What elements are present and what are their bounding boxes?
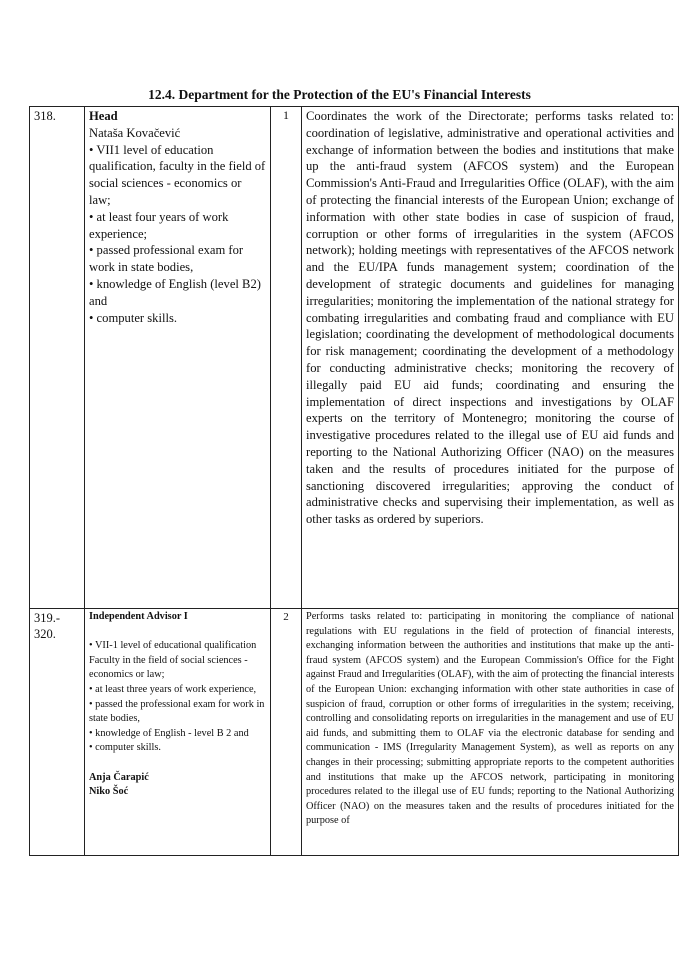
position-title: Head — [89, 109, 118, 123]
requirement-item: • computer skills. — [89, 742, 161, 754]
requirement-item: • at least three years of work experience, — [89, 683, 257, 695]
requirement-item: • knowledge of English - level B 2 and — [89, 727, 249, 739]
section-title: 12.4. Department for the Protection of the EU's Financial Interests — [148, 87, 531, 102]
position-count: 2 — [271, 609, 302, 856]
spacer — [89, 625, 266, 640]
requirement-item: • at least four years of work experience; — [89, 209, 229, 241]
duties-text: Performs tasks related to: participating in monitoring the compliance of national regulations with EU regulations in the field of protection of financial interests, exchanging information between the authorities and institutions that make up the anti-fraud system (AFCOS system) and the European Commission's Office for the Fight against Fraud and Irregularities (OLAF), with the aim of protecting the financial interests of the European Union: exchanging information with other state authorities in case of suspicion of fraud, corruption or other forms of irregularities in the system; receiving, controlling and consolidating reports on irregularities in the management and use of EU aid funds, and submitting them to OLAF via the electronic database for sending and communication - IMS (Irregularity Management System), as well as reports on any changes in their processing; submitting appropriate reports to the competent authorities and institutions that make up the AFCOS network, participating in monitoring procedures related to the illegal use of EU funds; reporting to the National Authorizing Officer (NAO) on the measures taken and the results of procedures initiated for the purpose of — [302, 609, 679, 856]
table-row — [30, 609, 679, 856]
positions-table — [29, 106, 679, 856]
position-cell — [85, 107, 271, 609]
person-name: Anja Čarapić — [89, 771, 149, 783]
person-name: Niko Šoć — [89, 786, 129, 798]
requirement-item: • VII-1 level of educational qualification Faculty in the field of social sciences - economics or law; — [89, 640, 257, 681]
requirement-item: • knowledge of English (level B2) and — [89, 276, 261, 308]
row-number: 318. — [30, 107, 85, 609]
table-row — [30, 107, 679, 609]
position-count: 1 — [271, 107, 302, 609]
duties-text: Coordinates the work of the Directorate; performs tasks related to: coordination of legislative, administrative and operational activities and exchange of information between the bodies and institutions that make up the anti-fraud system (AFCOS system) and the European Commission's Anti-Fraud and Irregularities Office (OLAF), with the aim of protecting the financial interests of the European Union; exchange of information with other state bodies in case of suspicion of fraud, corruption or other forms of irregularities in the system (AFCOS network); holding meetings with representatives of the AFCOS network and the EU/IPA funds management system; coordination of the development of strategic documents and guidelines for managing irregularities; monitoring the implementation of the national strategy for combating irregularities and combating fraud and compliance with EU legislation; coordinating the development of methodological documents for risk management; coordinating the development of a methodology for conducting administrative checks; monitoring the recovery of illegally paid EU aid funds; coordinating and ensuring the implementation of direct inspections and investigations by OLAF experts on the territory of Montenegro; monitoring the course of investigative procedures related to the illegal use of EU aid funds and reporting to the National Authorizing Officer (NAO) on the measures taken and the results of procedures initiated for the purpose of sanctioning discovered irregularities; approving the conduct of administrative checks and supervising their implementation, as well as other tasks as ordered by superiors. — [302, 107, 679, 609]
position-title: Independent Advisor I — [89, 611, 188, 622]
row-number — [30, 609, 85, 856]
requirement-item: • VII1 level of education qualification, faculty in the field of social sciences - economics or law; — [89, 142, 266, 207]
position-cell — [85, 609, 271, 856]
row-number-text: 319.- 320. — [34, 611, 61, 641]
requirement-item: • computer skills. — [89, 310, 178, 325]
requirement-item: • passed the professional exam for work in state bodies, — [89, 698, 265, 725]
requirement-item: • passed professional exam for work in state bodies, — [89, 243, 244, 275]
person-name: Nataša Kovačević — [89, 125, 181, 140]
spacer — [89, 756, 266, 771]
